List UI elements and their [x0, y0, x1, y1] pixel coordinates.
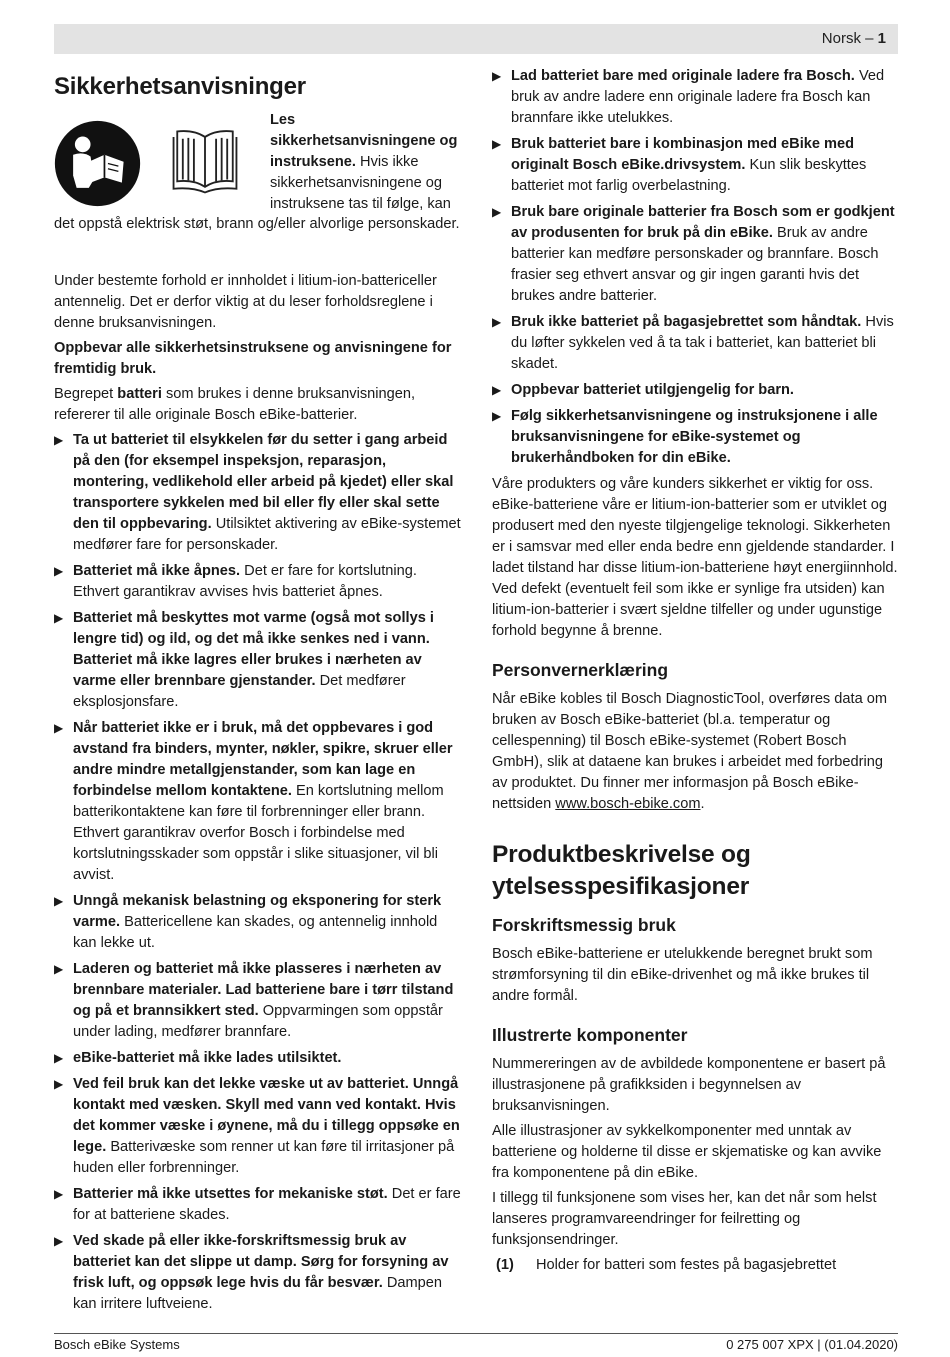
- list-item: [54, 561, 462, 603]
- paragraph-keep-instructions: Oppbevar alle sikkerhetsinstruksene og anvisningene for fremtidig bruk.: [54, 340, 452, 377]
- intro-lead-bold: Les sikkerhetsanvisningene og instruksene.: [270, 112, 458, 170]
- list-item-bold: Ved feil bruk kan det lekke væske ut av batteriet. Unngå kontakt med væsken. Skyll med vann ved kontakt. Hvis det kommer væske i øynene, må du i tillegg oppsøke en lege.: [73, 1076, 460, 1155]
- list-item-bold: Laderen og batteriet må ikke plasseres i nærheten av brennbare materialer. Lad batteriene bare i tørr tilstand og på et brannsikkert sted.: [73, 961, 454, 1019]
- component-text: Holder for batteri som festes på bagasjebrettet: [536, 1257, 837, 1273]
- battery-term-bold: batteri: [117, 386, 162, 402]
- footer-brand: Bosch eBike Systems: [54, 1337, 180, 1352]
- list-item: [492, 380, 900, 401]
- header-separator: –: [865, 30, 874, 47]
- battery-term-post: som brukes i denne bruksanvisningen, refererer til alle originale Bosch eBike-batterier.: [54, 386, 416, 423]
- intro-tail: det oppstå elektrisk støt, brann og/eller alvorlige personskader.: [54, 216, 460, 232]
- intro-block: [54, 110, 462, 267]
- list-item-bold: Bruk batteriet bare i kombinasjon med eBike med originalt Bosch eBike.drivsystem.: [511, 136, 855, 173]
- paragraph-battery-term: [54, 384, 462, 426]
- page-header-label: [822, 30, 886, 47]
- list-item: [492, 312, 900, 375]
- paragraph-components-1: Nummereringen av de avbildede komponentene er basert på illustrasjonene på grafikksiden i begynnelsen av bruksanvisningen.: [492, 1056, 886, 1114]
- privacy-end: .: [700, 796, 705, 812]
- footer-divider: [54, 1333, 898, 1334]
- bosch-ebike-link[interactable]: www.bosch-ebike.com: [555, 796, 701, 812]
- triangle-right-icon: ▶: [492, 69, 502, 83]
- list-item-text: Batterivæske som renner ut kan føre til irritasjoner på huden eller forbrenninger.: [73, 1139, 455, 1176]
- triangle-right-icon: ▶: [54, 433, 64, 447]
- list-item: [54, 1231, 462, 1315]
- triangle-right-icon: ▶: [492, 137, 502, 151]
- paragraph-privacy: [492, 689, 900, 815]
- triangle-right-icon: ▶: [54, 1187, 64, 1201]
- list-item: [492, 66, 900, 129]
- header-language: Norsk: [821, 30, 861, 47]
- triangle-right-icon: ▶: [54, 894, 64, 908]
- intro-lead-rest: Hvis ikke sikkerhetsanvisningene og instruksene tas til følge, kan: [270, 154, 451, 212]
- list-item-text: Ved bruk av andre ladere enn originale ladere fra Bosch kan brannfare ikke utelukkes.: [511, 68, 885, 126]
- triangle-right-icon: ▶: [54, 611, 64, 625]
- list-item-bold: Batteriet må ikke åpnes.: [73, 563, 241, 579]
- section-title-product: Produktbeskrivelse og ytelsesspesifikasjoner: [492, 841, 751, 900]
- list-item-bold: Batteriet må beskyttes mot varme (også mot sollys i lengre tid) og ild, og det må ikke senkes ned i vann. Batteriet må ikke lagres eller brukes i nærheten av varme eller brennbare gjenstander.: [73, 610, 434, 689]
- list-item-bold: Ved skade på eller ikke-forskriftsmessig bruk av batteriet kan det slippe ut damp. Sørg for forsyning av frisk luft, og oppsøk lege hvis du får besvær.: [73, 1233, 449, 1291]
- list-item: [492, 134, 900, 197]
- list-item-text: Det medfører eksplosjonsfare.: [73, 673, 406, 710]
- list-item-text: En kortslutning mellom batterikontaktene kan føre til forbrenninger eller brann. Ethvert garantikrav overfor Bosch i forbindelse med kortslutningsskader som oppstår i slike situasjoner, vil bli avvist.: [73, 783, 444, 883]
- list-item-text: Bruk av andre batterier kan medføre personskader og brannfare. Bosch frasier seg ethvert ansvar og gir ingen garanti hvis det brukes andre batterier.: [511, 225, 879, 304]
- header-page-number: 1: [877, 30, 886, 47]
- component-number: (1): [496, 1257, 514, 1273]
- list-item: [54, 430, 462, 556]
- list-item-text: Hvis du løfter sykkelen ved å ta tak i batteriet, kan batteriet bli skadet.: [511, 314, 894, 372]
- triangle-right-icon: ▶: [492, 383, 502, 397]
- battery-term-pre: Begrepet: [54, 386, 114, 402]
- triangle-right-icon: ▶: [54, 1077, 64, 1091]
- component-item: [492, 1255, 900, 1276]
- list-item: [54, 959, 462, 1043]
- paragraph-components-2: Alle illustrasjoner av sykkelkomponenter med unntak av batteriene og holderne til disse er skjematiske og kan avvike fra komponentene på din eBike.: [492, 1123, 882, 1181]
- right-column: [492, 66, 900, 1276]
- list-item-text: Dampen kan irritere luftveiene.: [73, 1275, 443, 1312]
- list-item-bold: Lad batteriet bare med originale ladere fra Bosch.: [511, 68, 855, 84]
- left-column: [54, 66, 462, 1320]
- left-safety-list: [54, 430, 462, 1315]
- list-item: [54, 891, 462, 954]
- list-item: [54, 608, 462, 713]
- paragraph-safety-commitment: Våre produkters og våre kunders sikkerhet er viktig for oss. eBike-batteriene våre er litium-ion-batterier som er utviklet og produsert med den nyeste tilgjengelige teknologi. Sikkerheten er i samsvar med eller enda bedre enn gjeldende standarder. I ladet tilstand har disse litium-ion-batteriene høyt energiinnhold. Ved defekt (eventuelt feil som ikke er synlige fra utsiden) kan litium-ion-batterier i svært sjeldne tilfeller og under ugunstige forhold begynne å brenne.: [492, 476, 898, 639]
- triangle-right-icon: ▶: [492, 409, 502, 423]
- list-item-bold: Når batteriet ikke er i bruk, må det oppbevares i god avstand fra binders, mynter, nøkler, spikre, skruer eller andre mindre metallgjenstander, som kan lage en forbindelse mellom kontaktene.: [73, 720, 453, 799]
- triangle-right-icon: ▶: [492, 315, 502, 329]
- list-item-text: Utilsiktet aktivering av eBike-systemet medfører fare for personskader.: [73, 516, 461, 553]
- triangle-right-icon: ▶: [54, 1234, 64, 1248]
- list-item-bold: Ta ut batteriet til elsykkelen før du setter i gang arbeid på den (for eksempel inspeksjon, reparasjon, montering, vedlikehold eller arbeid på kjedet) eller skal transportere sykkelen med bil eller fly eller skal sette den til oppbevaring.: [73, 432, 454, 532]
- list-item-text: Det er fare for kortslutning. Ethvert garantikrav avvises hvis batteriet åpnes.: [73, 563, 417, 600]
- list-item: [54, 1074, 462, 1179]
- triangle-right-icon: ▶: [54, 564, 64, 578]
- privacy-text: Når eBike kobles til Bosch DiagnosticTool, overføres data om bruken av Bosch eBike-batteriet (bl.a. temperatur og cellespenning) til Bosch eBike-systemet (Robert Bosch GmbH), slik at dataene kan brukes i arbeidet med forbedring av produktet. Du finner mer informasjon på Bosch eBike-nettsiden: [492, 691, 888, 812]
- triangle-right-icon: ▶: [54, 1051, 64, 1065]
- list-item-bold: Oppbevar batteriet utilgjengelig for barn.: [511, 382, 794, 398]
- read-manual-warning-icon: [54, 120, 141, 207]
- list-item: [54, 1048, 462, 1069]
- list-item-bold: Bruk ikke batteriet på bagasjebrettet som håndtak.: [511, 314, 862, 330]
- list-item-bold: Bruk bare originale batterier fra Bosch som er godkjent av produsenten for bruk på din eBike.: [511, 204, 895, 241]
- paragraph-intended-use: Bosch eBike-batteriene er utelukkende beregnet brukt som strømforsyning til din eBike-drivenhet og må ikke brukes til andre formål.: [492, 946, 873, 1004]
- list-item: [492, 202, 900, 307]
- list-item-text: Det er fare for at batteriene skades.: [73, 1186, 461, 1223]
- heading-components: Illustrerte komponenter: [492, 1025, 688, 1045]
- list-item: [54, 718, 462, 886]
- list-item-bold: eBike-batteriet må ikke lades utilsiktet.: [73, 1050, 342, 1066]
- list-item-text: Oppvarmingen som oppstår under lading, medfører brannfare.: [73, 1003, 443, 1040]
- list-item-text: Kun slik beskyttes batteriet mot farlig overbelastning.: [511, 157, 867, 194]
- list-item-text: Battericellene kan skades, og antennelig innhold kan lekke ut.: [73, 914, 438, 951]
- paragraph-components-3: I tillegg til funksjonene som vises her, kan det når som helst lanseres programvareendringer for feilretting og funksjonsendringer.: [492, 1190, 877, 1248]
- list-item-bold: Følg sikkerhetsanvisningene og instruksjonene i alle bruksanvisningene for eBike-systemet og brukerhåndboken for din eBike.: [511, 408, 878, 466]
- list-item: [492, 406, 900, 469]
- triangle-right-icon: ▶: [492, 205, 502, 219]
- list-item-bold: Batterier må ikke utsettes for mekaniske støt.: [73, 1186, 388, 1202]
- heading-privacy: Personvernerklæring: [492, 660, 669, 680]
- paragraph-lithium-warning: Under bestemte forhold er innholdet i litium-ion-battericeller antennelig. Det er derfor viktig at du leser forholdsreglene i denne bruksanvisningen.: [54, 273, 437, 331]
- intro-text: [270, 110, 462, 215]
- list-item-bold: Unngå mekanisk belastning og eksponering for sterk varme.: [73, 893, 442, 930]
- triangle-right-icon: ▶: [54, 721, 64, 735]
- triangle-right-icon: ▶: [54, 962, 64, 976]
- heading-intended-use: Forskriftsmessig bruk: [492, 915, 676, 935]
- open-book-icon: [168, 124, 242, 198]
- page-header-bar: [54, 24, 898, 54]
- right-safety-list: [492, 66, 900, 469]
- footer-doc-id: 0 275 007 XPX | (01.04.2020): [726, 1337, 898, 1352]
- list-item: [54, 1184, 462, 1226]
- section-title-safety: Sikkerhetsanvisninger: [54, 73, 306, 100]
